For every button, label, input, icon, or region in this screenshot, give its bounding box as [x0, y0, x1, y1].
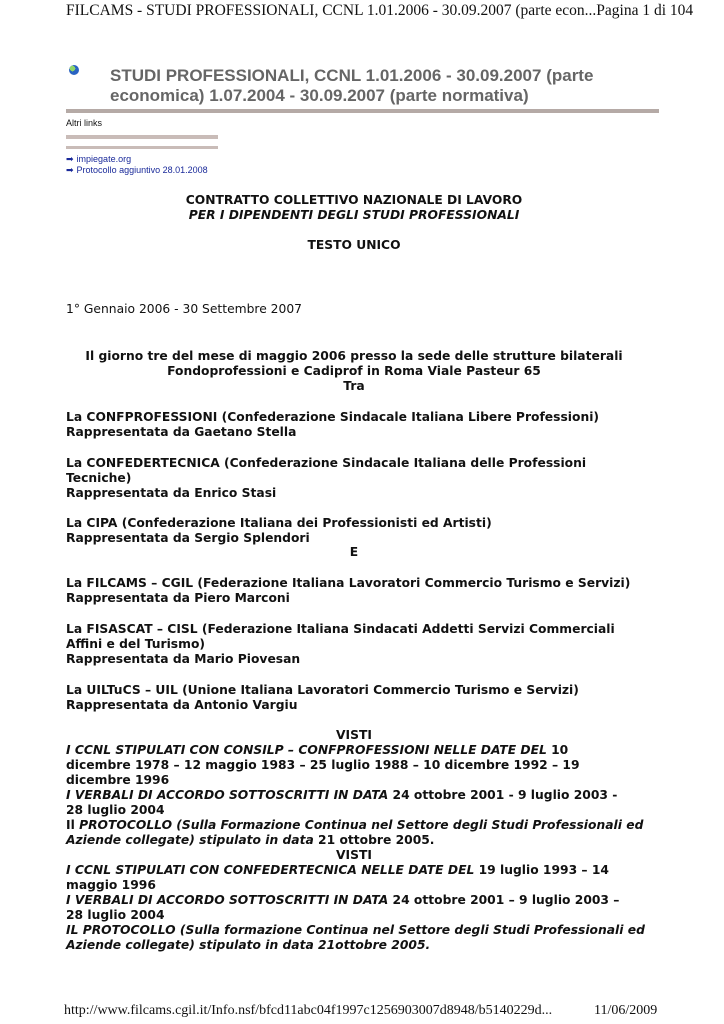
visti-item: I CCNL STIPULATI CON CONFEDERTECNICA NELLE DATE DEL 19 luglio 1993 – 14 — [66, 863, 609, 877]
party-name: La CIPA (Confederazione Italiana dei Professionisti ed Artisti) — [66, 516, 492, 530]
party-name-cont: Tecniche) — [66, 471, 132, 485]
visti-section-1 — [66, 743, 650, 848]
right-arrow-icon: ➡ — [66, 154, 74, 164]
party-name: La UILTuCS – UIL (Unione Italiana Lavoratori Commercio Turismo e Servizi) — [66, 683, 579, 697]
visti-label-2: VISTI — [336, 848, 372, 862]
link-label[interactable]: impiegate.org — [76, 154, 132, 164]
print-header: FILCAMS - STUDI PROFESSIONALI, CCNL 1.01.2006 - 30.09.2007 (parte econ...Pagina 1 di 104 — [66, 2, 694, 19]
visti-item: Il PROTOCOLLO (Sulla Formazione Continua nel Settore degli Studi Professionali ed — [66, 818, 644, 832]
intro-line-2: Fondoprofessioni e Cadiprof in Roma Viale Pasteur 65 — [167, 364, 541, 378]
intro-line-1: Il giorno tre del mese di maggio 2006 presso la sede delle strutture bilaterali — [85, 349, 623, 363]
print-footer — [64, 1003, 658, 1019]
party-filcams — [66, 576, 650, 606]
tra-label: Tra — [343, 379, 365, 393]
visti-item-cont: 28 luglio 2004 — [66, 908, 165, 922]
visti-item-cont: dicembre 1978 – 12 maggio 1983 – 25 luglio 1988 – 10 dicembre 1992 – 19 — [66, 758, 580, 772]
link-protocollo-aggiuntivo[interactable] — [66, 165, 208, 176]
party-name: La CONFPROFESSIONI (Confederazione Sindacale Italiana Libere Professioni) — [66, 410, 600, 424]
footer-date: 11/06/2009 — [594, 1003, 658, 1018]
visti-item-cont: Aziende collegate) stipulato in data 21ottobre 2005. — [66, 938, 431, 952]
party-representative: Rappresentata da Piero Marconi — [66, 591, 290, 605]
visti-item-cont: Aziende collegate) stipulato in data 21 ottobre 2005. — [66, 833, 435, 847]
visti-item: I VERBALI DI ACCORDO SOTTOSCRITTI IN DATA 24 ottobre 2001 - 9 luglio 2003 - — [66, 788, 618, 802]
visti-item: I VERBALI DI ACCORDO SOTTOSCRITTI IN DATA 24 ottobre 2001 – 9 luglio 2003 – — [66, 893, 620, 907]
party-name-cont: Affini e del Turismo) — [66, 637, 206, 651]
links-divider-bottom — [66, 146, 218, 149]
visti-item-cont: maggio 1996 — [66, 878, 156, 892]
party-name: La CONFEDERTECNICA (Confederazione Sindacale Italiana delle Professioni — [66, 456, 587, 470]
validity-period: 1° Gennaio 2006 - 30 Settembre 2007 — [66, 302, 302, 316]
link-impiegate[interactable] — [66, 154, 131, 165]
link-label[interactable]: Protocollo aggiuntivo 28.01.2008 — [76, 165, 208, 175]
right-arrow-icon: ➡ — [66, 165, 74, 175]
testo-unico: TESTO UNICO — [307, 238, 401, 252]
visti-section-2 — [66, 863, 650, 953]
party-uiltucs — [66, 683, 650, 713]
party-representative: Rappresentata da Sergio Splendori — [66, 531, 310, 545]
e-label: E — [349, 545, 359, 559]
party-representative: Rappresentata da Enrico Stasi — [66, 486, 277, 500]
links-divider-top — [66, 135, 218, 139]
party-cipa — [66, 516, 650, 546]
party-confprofessioni — [66, 410, 650, 440]
contract-title-1: CONTRATTO COLLETTIVO NAZIONALE DI LAVORO — [185, 193, 523, 207]
visti-item: I CCNL STIPULATI CON CONSILP – CONFPROFESSIONI NELLE DATE DEL 10 — [66, 743, 569, 757]
party-name: La FILCAMS – CGIL (Federazione Italiana Lavoratori Commercio Turismo e Servizi) — [66, 576, 631, 590]
party-representative: Rappresentata da Gaetano Stella — [66, 425, 297, 439]
party-name: La FISASCAT – CISL (Federazione Italiana Sindacati Addetti Servizi Commerciali — [66, 622, 615, 636]
visti-item-cont: dicembre 1996 — [66, 773, 170, 787]
visti-item-cont: 28 luglio 2004 — [66, 803, 165, 817]
party-representative: Rappresentata da Mario Piovesan — [66, 652, 301, 666]
party-fisascat — [66, 622, 650, 667]
globe-icon — [69, 65, 79, 75]
party-confedertecnica — [66, 456, 650, 501]
visti-label: VISTI — [336, 728, 372, 742]
visti-item: IL PROTOCOLLO (Sulla formazione Continua nel Settore degli Studi Professionali ed — [66, 923, 645, 937]
other-links-label: Altri links — [66, 118, 103, 128]
party-representative: Rappresentata da Antonio Vargiu — [66, 698, 298, 712]
contract-title-2: PER I DIPENDENTI DEGLI STUDI PROFESSIONALI — [188, 208, 520, 222]
footer-url: http://www.filcams.cgil.it/Info.nsf/bfcd11abc04f1997c1256903007d8948/b5140229d... — [64, 1003, 553, 1018]
page-title: STUDI PROFESSIONALI, CCNL 1.01.2006 - 30.09.2007 (parte economica) 1.07.2004 - 30.09.2007 (parte normativa) — [110, 66, 594, 105]
title-divider — [66, 109, 659, 113]
